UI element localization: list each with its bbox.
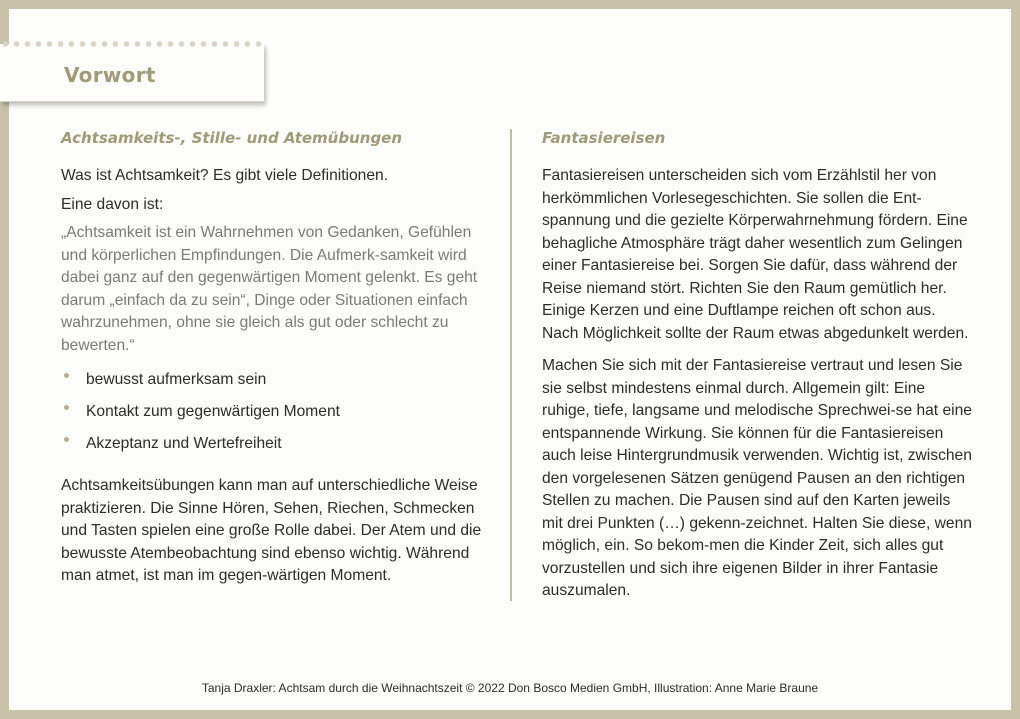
bullet-list: [61, 369, 487, 465]
right-paragraph-1: Fantasiereisen unterscheiden sich vom Erzählstil her von herkömmlichen Vorlesegeschichten. Sie sollen die Ent-spannung und die gezielte Körperwahrnehmung fördern. Eine behagliche Atmosphäre trägt daher wesentlich zum Gelingen einer Fantasiereise bei. Sorgen Sie dafür, dass während der Reise niemand stört. Richten Sie den Raum gemütlich her. Einige Kerzen und eine Duftlampe reichen oft schon aus. Nach Möglichkeit sollte der Raum etwas abgedunkelt werden.: [542, 167, 969, 342]
left-heading: Achtsamkeits-, Stille- und Atemübungen: [61, 129, 403, 147]
footer-credit: Tanja Draxler: Achtsam durch die Weihnachtszeit © 2022 Don Bosco Medien GmbH, Illustration: Anne Marie Braune: [201, 681, 819, 695]
left-column: [61, 129, 487, 588]
bullet-dot-icon: [64, 373, 69, 378]
bullet-text: Kontakt zum gegenwärtigen Moment: [86, 403, 340, 420]
bullet-item: [61, 401, 487, 433]
bullet-text: Akzeptanz und Wertefreiheit: [86, 435, 282, 452]
right-column: [542, 129, 972, 603]
section-title: Vorwort: [64, 63, 156, 87]
intro-line-2: Eine davon ist:: [61, 195, 164, 213]
closing-paragraph: Achtsamkeitsübungen kann man auf unterschiedliche Weise praktizieren. Die Sinne Hören, Sehen, Riechen, Schmecken und Tasten spielen eine große Rolle dabei. Der Atem und die bewusste Atembeobachtung sind ebenso wichtig. Während man atmet, ist man im gegen-wärtigen Moment.: [61, 477, 482, 584]
bullet-text: bewusst aufmerksam sein: [86, 371, 267, 388]
column-divider: [510, 129, 512, 601]
right-paragraph-2: Machen Sie sich mit der Fantasiereise vertraut und lesen Sie sie selbst mindestens einmal durch. Allgemein gilt: Eine ruhige, tiefe, langsame und melodische Sprechwei-se hat eine entspannende Wirkung. Sie können für die Fantasiereisen auch leise Hintergrundmusik verwenden. Wichtig ist, zwischen den vorgelesenen Sätzen genügend Pausen an den richtigen Stellen zu machen. Die Pausen sind auf den Karten jeweils mit drei Punkten (…) gekenn-zeichnet. Halten Sie diese, wenn möglich, ein. So bekom-men die Kinder Zeit, sich alles gut vorzustellen und sich ihre eigenen Bilder in ihrer Fantasie auszumalen.: [542, 357, 972, 599]
bullet-item: [61, 369, 487, 401]
right-heading: Fantasiereisen: [542, 129, 666, 147]
section-tab: [0, 44, 264, 102]
page-card: [9, 9, 1011, 710]
perforation-edge: [0, 40, 264, 48]
definition-quote: „Achtsamkeit ist ein Wahrnehmen von Gedanken, Gefühlen und körperlichen Empfindungen. Die Aufmerk-samkeit wird dabei ganz auf den gegenwärtigen Moment gelenkt. Es geht darum „einfach da zu sein“, Dinge oder Situationen einfach wahrzunehmen, ohne sie gleich als gut oder schlecht zu bewerten.“: [61, 224, 478, 354]
intro-line-1: Was ist Achtsamkeit? Es gibt viele Definitionen.: [61, 167, 389, 184]
bullet-dot-icon: [64, 437, 69, 442]
bullet-item: [61, 433, 487, 465]
bullet-dot-icon: [64, 405, 69, 410]
